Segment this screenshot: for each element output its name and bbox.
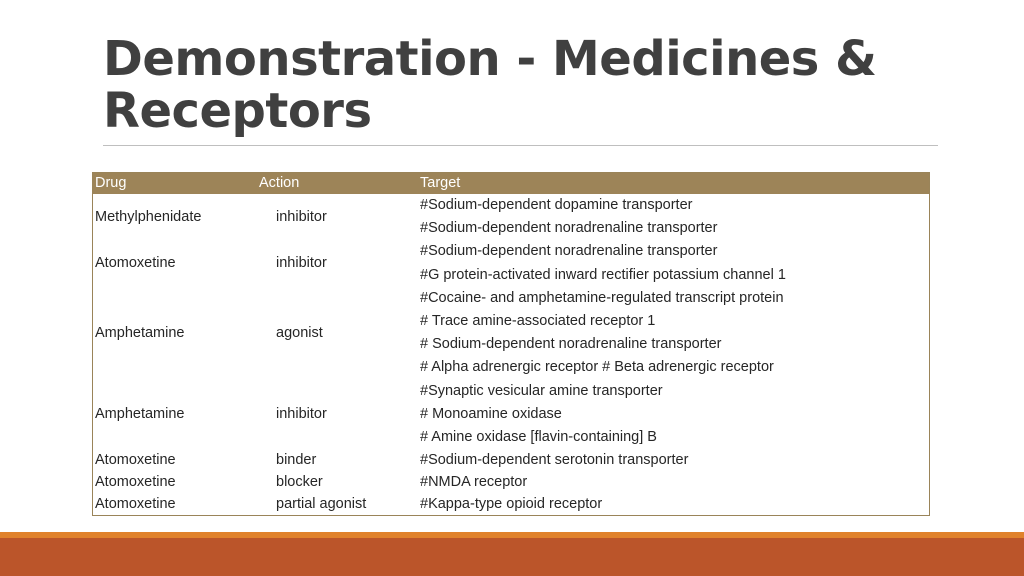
cell-action: inhibitor xyxy=(276,405,327,422)
cell-action: inhibitor xyxy=(276,208,327,225)
target-item: # Trace amine-associated receptor 1 xyxy=(420,312,656,329)
target-item: #Sodium-dependent serotonin transporter xyxy=(420,452,689,469)
cell-action: inhibitor xyxy=(276,254,327,271)
target-item: #NMDA receptor xyxy=(420,474,528,491)
cell-drug: Atomoxetine xyxy=(95,452,176,469)
cell-targets xyxy=(418,194,929,240)
table-row xyxy=(93,194,929,240)
table-row xyxy=(93,471,929,493)
cell-targets xyxy=(418,240,929,286)
table-row xyxy=(93,449,929,471)
header-target: Target xyxy=(418,173,929,194)
target-item: #Cocaine- and amphetamine-regulated transcript protein xyxy=(420,289,784,306)
target-item: #Sodium-dependent dopamine transporter xyxy=(420,197,693,213)
target-item: # Monoamine oxidase xyxy=(420,405,562,422)
cell-targets xyxy=(418,471,929,493)
table-header-row xyxy=(93,173,929,194)
cell-drug: Amphetamine xyxy=(95,405,185,422)
target-item: #Sodium-dependent noradrenaline transporter xyxy=(420,243,718,260)
target-item: #Sodium-dependent noradrenaline transporter xyxy=(420,220,718,237)
cell-drug: Atomoxetine xyxy=(95,474,176,491)
cell-action: agonist xyxy=(276,324,323,341)
table-row xyxy=(93,240,929,286)
target-item: # Sodium-dependent noradrenaline transporter xyxy=(420,336,722,353)
slide-title: Demonstration - Medicines & Receptors xyxy=(103,31,877,139)
header-action: Action xyxy=(255,173,418,194)
cell-targets xyxy=(418,287,929,380)
footer-bar xyxy=(0,538,1024,576)
cell-action: binder xyxy=(276,452,317,469)
target-item: #G protein-activated inward rectifier potassium channel 1 xyxy=(420,266,786,283)
header-drug: Drug xyxy=(93,173,255,194)
cell-targets xyxy=(418,493,929,515)
cell-drug: Amphetamine xyxy=(95,324,185,341)
cell-drug: Atomoxetine xyxy=(95,254,176,271)
cell-action: partial agonist xyxy=(276,496,367,513)
title-divider xyxy=(103,145,938,146)
table-row xyxy=(93,380,929,450)
cell-targets xyxy=(418,380,929,450)
cell-drug: Atomoxetine xyxy=(95,496,176,513)
target-item: #Synaptic vesicular amine transporter xyxy=(420,382,663,399)
drug-receptor-table xyxy=(92,172,930,516)
target-item: # Amine oxidase [flavin-containing] B xyxy=(420,428,657,445)
cell-action: blocker xyxy=(276,474,323,491)
cell-targets xyxy=(418,449,929,471)
target-item: # Alpha adrenergic receptor # Beta adrenergic receptor xyxy=(420,359,774,376)
table-row xyxy=(93,493,929,515)
cell-drug: Methylphenidate xyxy=(95,208,202,225)
target-item: #Kappa-type opioid receptor xyxy=(420,496,603,513)
table-row xyxy=(93,287,929,380)
